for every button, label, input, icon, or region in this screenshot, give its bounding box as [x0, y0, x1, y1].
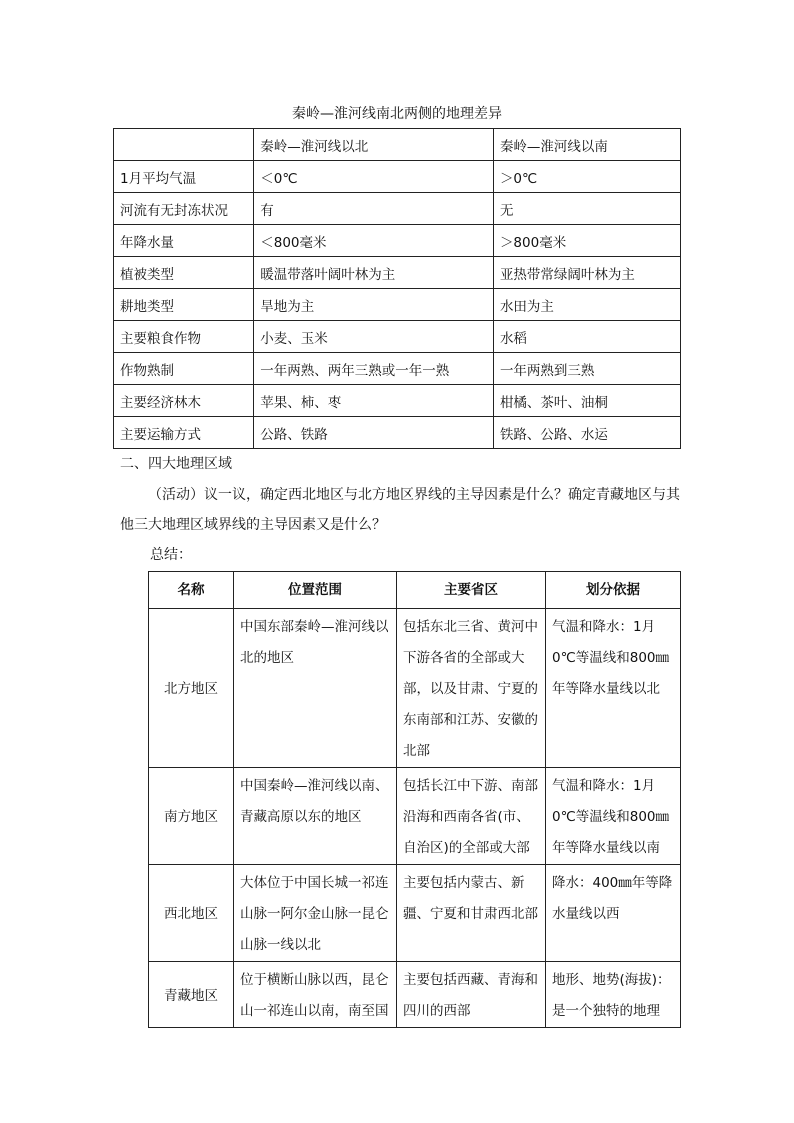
- row-label: 植被类型: [114, 257, 254, 289]
- table-header-cell: 主要省区: [397, 572, 546, 609]
- table-header-cell: 位置范围: [234, 572, 397, 609]
- south-value: 铁路、公路、水运: [493, 417, 680, 449]
- table-row: [114, 417, 681, 449]
- table-header-row: [114, 129, 681, 161]
- row-label: 河流有无封冻状况: [114, 193, 254, 225]
- activity-question-line1: （活动）议一议，确定西北地区与北方地区界线的主导因素是什么？确定青藏地区与其: [148, 487, 680, 503]
- region-provinces: 主要包括内蒙古、新疆、宁夏和甘肃西北部: [397, 865, 546, 962]
- table-header-cell: 划分依据: [546, 572, 681, 609]
- south-value: 一年两熟到三熟: [493, 353, 680, 385]
- region-provinces: 包括长江中下游、南部沿海和西南各省(市、自治区)的全部或大部: [397, 768, 546, 865]
- table-header-cell: 秦岭—淮河线以北: [254, 129, 494, 161]
- table-row: [114, 289, 681, 321]
- south-value: 柑橘、茶叶、油桐: [493, 385, 680, 417]
- region-name: 北方地区: [149, 609, 234, 768]
- table-row: [149, 768, 681, 865]
- table-row: [114, 225, 681, 257]
- table-row: [114, 321, 681, 353]
- south-value: ＞0℃: [493, 161, 680, 193]
- table-header-cell: [114, 129, 254, 161]
- table-row: [114, 353, 681, 385]
- south-value: 无: [493, 193, 680, 225]
- region-range: 中国东部秦岭—淮河线以北的地区: [234, 609, 397, 768]
- north-value: 一年两熟、两年三熟或一年一熟: [254, 353, 494, 385]
- south-value: 水田为主: [493, 289, 680, 321]
- table-row: [149, 962, 681, 1028]
- activity-question-line2: 他三大地理区域界线的主导因素又是什么？: [120, 517, 386, 533]
- table-header-cell: 秦岭—淮河线以南: [493, 129, 680, 161]
- north-value: 小麦、玉米: [254, 321, 494, 353]
- region-provinces: 包括东北三省、黄河中下游各省的全部或大部，以及甘肃、宁夏的东南部和江苏、安徽的北部: [397, 609, 546, 768]
- table-row: [114, 161, 681, 193]
- row-label: 耕地类型: [114, 289, 254, 321]
- table-row: [114, 385, 681, 417]
- table-row: [149, 865, 681, 962]
- north-value: ＜0℃: [254, 161, 494, 193]
- region-provinces: 主要包括西藏、青海和四川的西部: [397, 962, 546, 1028]
- north-value: 旱地为主: [254, 289, 494, 321]
- region-basis: 气温和降水：1月0℃等温线和800㎜年等降水量线以北: [546, 609, 681, 768]
- table-row: [114, 193, 681, 225]
- table-row: [149, 609, 681, 768]
- region-name: 南方地区: [149, 768, 234, 865]
- four-regions-table: [148, 571, 681, 1028]
- table-header-row: [149, 572, 681, 609]
- region-basis: 地形、地势(海拔)：是一个独特的地理: [546, 962, 681, 1028]
- row-label: 主要经济林木: [114, 385, 254, 417]
- section-heading: 二、四大地理区域: [120, 456, 232, 472]
- table1-title: 秦岭—淮河线南北两侧的地理差异: [292, 106, 502, 122]
- row-label: 年降水量: [114, 225, 254, 257]
- region-name: 西北地区: [149, 865, 234, 962]
- south-value: 亚热带常绿阔叶林为主: [493, 257, 680, 289]
- table-row: [114, 257, 681, 289]
- row-label: 1月平均气温: [114, 161, 254, 193]
- south-value: 水稻: [493, 321, 680, 353]
- south-value: ＞800毫米: [493, 225, 680, 257]
- row-label: 作物熟制: [114, 353, 254, 385]
- north-value: 苹果、柿、枣: [254, 385, 494, 417]
- north-value: ＜800毫米: [254, 225, 494, 257]
- region-range: 位于横断山脉以西，昆仑山一祁连山以南，南至国: [234, 962, 397, 1028]
- summary-label: 总结：: [150, 547, 192, 563]
- region-basis: 气温和降水：1月0℃等温线和800㎜年等降水量线以南: [546, 768, 681, 865]
- region-name: 青藏地区: [149, 962, 234, 1028]
- table-header-cell: 名称: [149, 572, 234, 609]
- row-label: 主要运输方式: [114, 417, 254, 449]
- region-range: 中国秦岭—淮河线以南、青藏高原以东的地区: [234, 768, 397, 865]
- region-range: 大体位于中国长城一祁连山脉一阿尔金山脉一昆仑山脉一线以北: [234, 865, 397, 962]
- row-label: 主要粮食作物: [114, 321, 254, 353]
- region-basis: 降水：400㎜年等降水量线以西: [546, 865, 681, 962]
- north-value: 有: [254, 193, 494, 225]
- north-value: 公路、铁路: [254, 417, 494, 449]
- north-south-differences-table: [113, 128, 681, 449]
- north-value: 暖温带落叶阔叶林为主: [254, 257, 494, 289]
